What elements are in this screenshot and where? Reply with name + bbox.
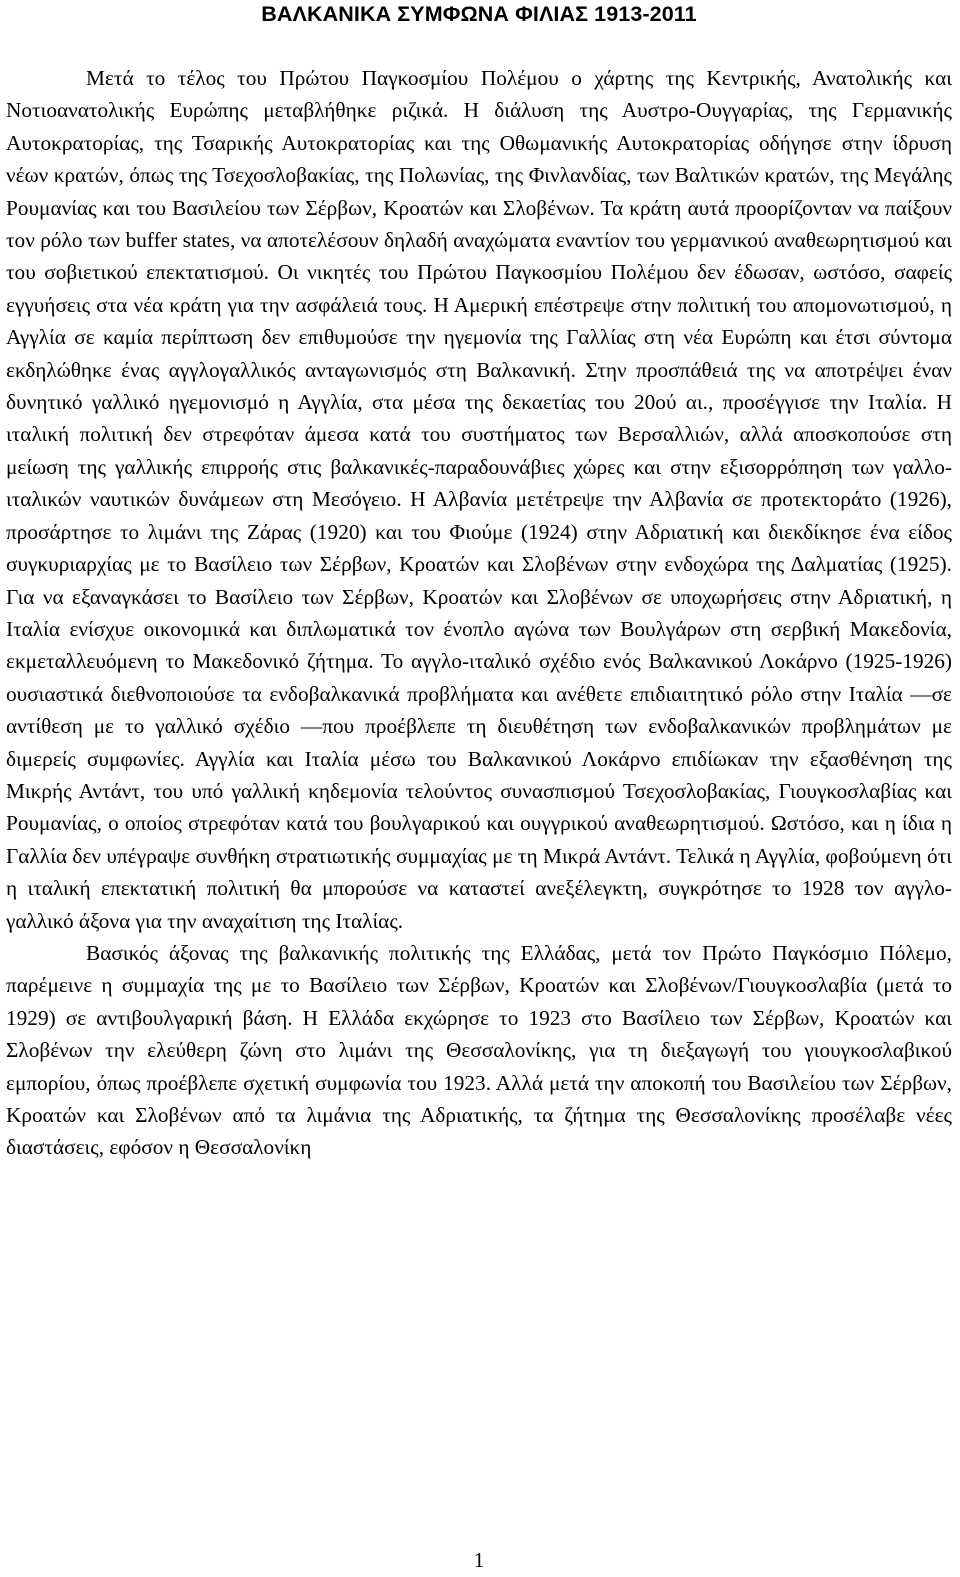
document-body — [6, 62, 952, 1164]
document-page — [6, 0, 952, 1577]
page-number: 1 — [473, 1548, 485, 1572]
document-title: ΒΑΛΚΑΝΙΚΑ ΣΥΜΦΩΝΑ ΦΙΛΙΑΣ 1913-2011 — [261, 2, 697, 26]
paragraph-1: Μετά το τέλος του Πρώτου Παγκοσμίου Πολέμου ο χάρτης της Κεντρικής, Ανατολικής και Νοτιοανατολικής Ευρώπης μεταβλήθηκε ριζικά. Η διάλυση της Αυστρο-Ουγγαρίας, της Γερμανικής Αυτοκρατορίας, της Τσαρικής Αυτοκρατορίας και της Οθωμανικής Αυτοκρατορίας οδήγησε στην ίδρυση νέων κρατών, όπως της Τσεχοσλοβακίας, της Πολωνίας, της Φινλανδίας, των Βαλτικών κρατών, της Μεγάλης Ρουμανίας και του Βασιλείου των Σέρβων, Κροατών και Σλοβένων. Τα κράτη αυτά προορίζονταν να παίξουν τον ρόλο των buffer states, να αποτελέσουν δηλαδή αναχώματα εναντίον του γερμανικού αναθεωρητισμού και του σοβιετικού επεκτατισμού. Οι νικητές του Πρώτου Παγκοσμίου Πολέμου δεν έδωσαν, ωστόσο, σαφείς εγγυήσεις στα νέα κράτη για την ασφάλειά τους. Η Αμερική επέστρεψε στην πολιτική του απομονωτισμού, η Αγγλία σε καμία περίπτωση δεν επιθυμούσε την ηγεμονία της Γαλλίας στη νέα Ευρώπη και έτσι σύντομα εκδηλώθηκε ένας αγγλογαλλικός ανταγωνισμός στη Βαλκανική. Στην προσπάθειά της να αποτρέψει έναν δυνητικό γαλλικό ηγεμονισμό η Αγγλία, στα μέσα της δεκαετίας του 20ού αι., προσέγγισε την Ιταλία. Η ιταλική πολιτική δεν στρεφόταν άμεσα κατά του συστήματος των Βερσαλλιών, αλλά αποσκοπούσε στη μείωση της γαλλικής επιρροής στις βαλκανικές-παραδουνάβιες χώρες και στην εξισορρόπηση των γαλλο-ιταλικών ναυτικών δυνάμεων στη Μεσόγειο. Η Αλβανία μετέτρεψε την Αλβανία σε προτεκτοράτο (1926), προσάρτησε το λιμάνι της Ζάρας (1920) και του Φιούμε (1924) στην Αδριατική και διεκδίκησε ένα είδος συγκυριαρχίας με το Βασίλειο των Σέρβων, Κροατών και Σλοβένων στην ενδοχώρα της Δαλματίας (1925). Για να εξαναγκάσει το Βασίλειο των Σέρβων, Κροατών και Σλοβένων σε υποχωρήσεις στην Αδριατική, η Ιταλία ενίσχυε οικονομικά και διπλωματικά τον ένοπλο αγώνα των Βουλγάρων στη σερβική Μακεδονία, εκμεταλλευόμενη το Μακεδονικό ζήτημα. Το αγγλο-ιταλικό σχέδιο ενός Βαλκανικού Λοκάρνο (1925-1926) ουσιαστικά διεθνοποιούσε τα ενδοβαλκανικά προβλήματα και ανέθετε επιδιαιτητικό ρόλο στην Ιταλία —σε αντίθεση με το γαλλικό σχέδιο —που προέβλεπε τη διευθέτηση των ενδοβαλκανικών προβλημάτων με διμερείς συμφωνίες. Αγγλία και Ιταλία μέσω του Βαλκανικού Λοκάρνο επιδίωκαν την εξασθένηση της Μικρής Αντάντ, του υπό γαλλική κηδεμονία τελούντος συνασπισμού Τσεχοσλοβακίας, Γιουγκοσλαβίας και Ρουμανίας, ο οποίος στρεφόταν κατά του βουλγαρικού και ουγγρικού αναθεωρητισμού. Ωστόσο, και η ίδια η Γαλλία δεν υπέγραψε συνθήκη στρατιωτικής συμμαχίας με τη Μικρά Αντάντ. Τελικά η Αγγλία, φοβούμενη ότι η ιταλική επεκτατική πολιτική θα μπορούσε να καταστεί ανεξέλεγκτη, συγκρότησε το 1928 τον αγγλο-γαλλικό άξονα για την αναχαίτιση της Ιταλίας. — [6, 66, 952, 933]
paragraph-2: Βασικός άξονας της βαλκανικής πολιτικής της Ελλάδας, μετά τον Πρώτο Παγκόσμιο Πόλεμο, παρέμεινε η συμμαχία της με το Βασίλειο των Σέρβων, Κροατών και Σλοβένων/Γιουγκοσλαβία (μετά το 1929) σε αντιβουλγαρική βάση. Η Ελλάδα εκχώρησε το 1923 στο Βασίλειο των Σέρβων, Κροατών και Σλοβένων την ελεύθερη ζώνη στο λιμάνι της Θεσσαλονίκης, για τη διεξαγωγή του γιουγκοσλαβικού εμπορίου, όπως προέβλεπε σχετική συμφωνία του 1923. Αλλά μετά την αποκοπή του Βασιλείου των Σέρβων, Κροατών και Σλοβένων από τα λιμάνια της Αδριατικής, τα ζήτημα της Θεσσαλονίκης προσέλαβε νέες διαστάσεις, εφόσον η Θεσσαλονίκη — [6, 940, 952, 1160]
